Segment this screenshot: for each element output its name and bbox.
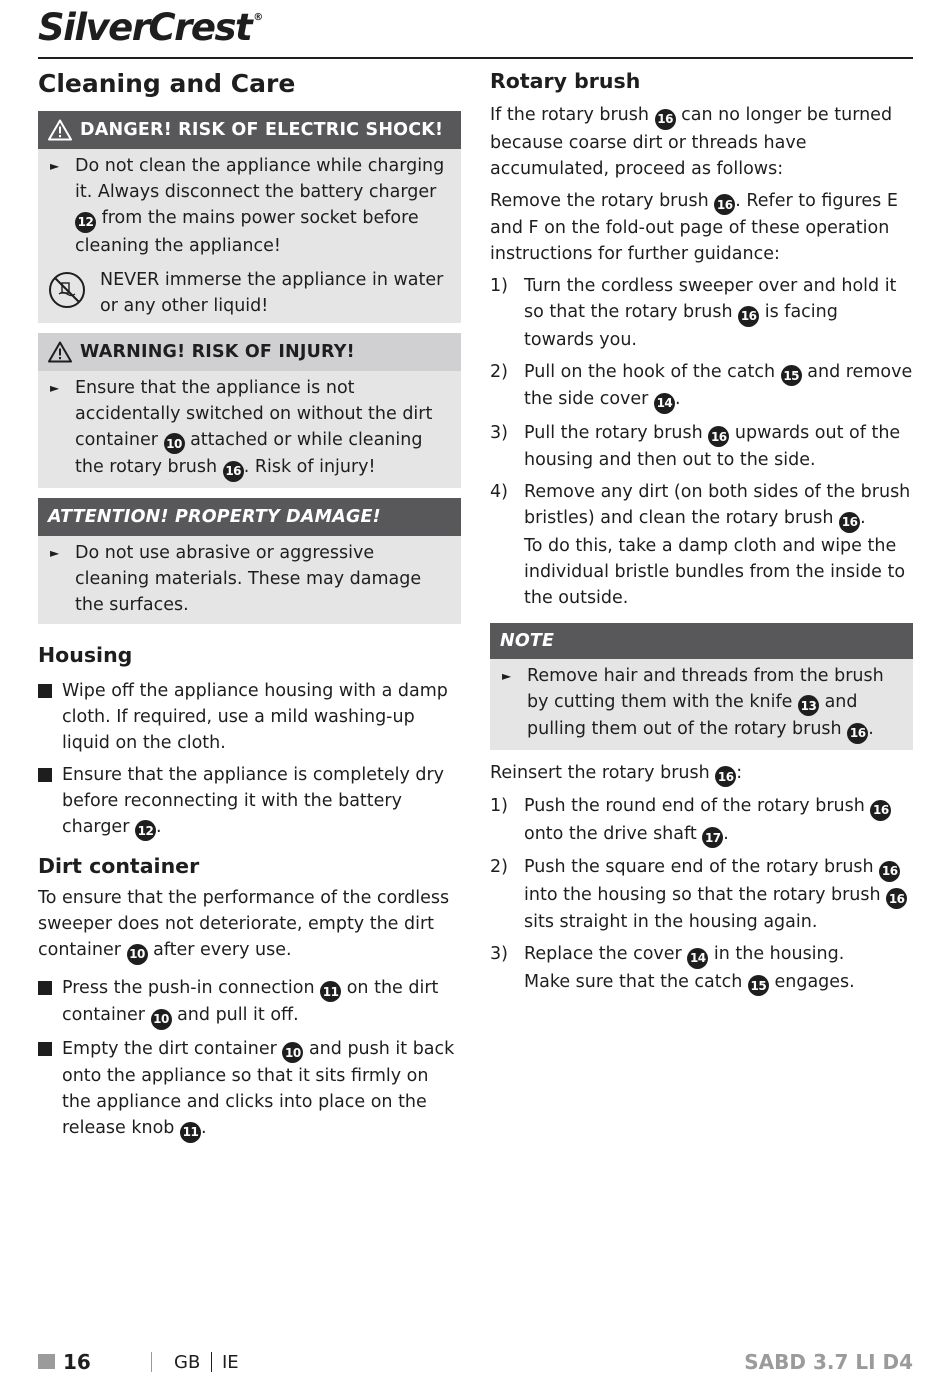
warning-box (38, 333, 461, 488)
immerse-warning (48, 267, 451, 319)
language-ie: IE (222, 1352, 239, 1373)
ref-badge: 16 (839, 512, 860, 533)
dirt-item (38, 1036, 461, 1143)
attention-box (38, 498, 461, 624)
dirt-item (38, 975, 461, 1030)
ref-badge: 16 (738, 306, 759, 327)
rotary-remove (490, 188, 913, 268)
reinsert-text: Reinsert the rotary brush (490, 762, 710, 783)
ref-badge: 15 (748, 975, 769, 996)
immerse-text: NEVER immerse the appliance in water or any other liquid! (100, 269, 444, 316)
step-text-line2: Make sure that the catch (524, 971, 743, 992)
warning-text-1: Ensure that the appliance is not accidentally switched on without the dirt container (75, 377, 433, 450)
step-text: Push the square end of the rotary brush (524, 857, 874, 877)
rotary-brush-heading: Rotary brush (490, 69, 641, 93)
ref-badge: 14 (654, 393, 675, 414)
dirt-intro-text: To ensure that the performance of the cordless sweeper does not deteriorate, empty the dirt container (38, 888, 450, 960)
registered-mark: ® (253, 12, 264, 23)
step-text: Pull on the hook of the catch (524, 361, 776, 382)
ref-badge: 16 (886, 888, 907, 909)
removal-step (490, 479, 913, 611)
step-text-mid: into the housing so that the rotary brush (524, 884, 881, 905)
square-bullet-icon (38, 981, 52, 995)
brand-logo (38, 6, 264, 49)
warning-text-3: . Risk of injury! (243, 457, 376, 477)
ref-badge: 11 (320, 981, 341, 1002)
square-bullet-icon (38, 1042, 52, 1056)
header-rule (38, 57, 913, 59)
housing-item (38, 678, 461, 756)
step-text-end: is facing towards you. (524, 302, 838, 350)
housing-item (38, 762, 461, 842)
brand-name: SilverCrest (38, 6, 252, 49)
reinsert-intro (490, 760, 913, 788)
attention-item (48, 540, 451, 618)
rotary-remove-end: . Refer to figures E and F on the fold-out page of these operation instructions for further guidance: (490, 190, 898, 264)
ref-badge: 11 (180, 1122, 201, 1143)
ref-badge: 10 (151, 1009, 172, 1030)
step-text-mid: onto the drive shaft (524, 823, 697, 844)
removal-step (490, 359, 913, 414)
ref-badge: 12 (135, 820, 156, 841)
housing-item-2-end: . (155, 816, 162, 837)
danger-item (48, 153, 451, 259)
attention-heading-bar (38, 498, 461, 536)
ref-badge: 16 (870, 800, 891, 821)
rotary-remove-text: Remove the rotary brush (490, 190, 709, 211)
reinsert-step (490, 854, 913, 935)
step-text: Replace the cover (524, 944, 682, 964)
ref-badge: 10 (164, 433, 185, 454)
note-heading-bar (490, 623, 913, 659)
removal-step (490, 420, 913, 474)
right-column (490, 66, 913, 1002)
housing-item-2-text: Ensure that the appliance is completely dry before reconnecting it with the battery charger (62, 764, 445, 837)
ref-badge: 10 (127, 944, 148, 965)
step-text: Push the round end of the rotary brush (524, 796, 865, 816)
page-title: Cleaning and Care (38, 69, 296, 98)
step-number: 1) (490, 796, 508, 816)
step-text-mid: in the housing. (713, 944, 845, 964)
ref-badge: 14 (687, 948, 708, 969)
ref-badge: 15 (781, 365, 802, 386)
model-number: SABD 3.7 LI D4 (744, 1350, 913, 1374)
attention-heading: ATTENTION! PROPERTY DAMAGE! (48, 506, 381, 527)
warning-heading: WARNING! RISK OF INJURY! (80, 341, 355, 362)
ref-badge: 12 (75, 212, 96, 233)
page-footer (38, 1349, 913, 1374)
arrow-bullet-icon: ► (50, 380, 60, 395)
footer-square-icon (38, 1354, 55, 1369)
dirt-intro (38, 885, 461, 965)
rotary-intro (490, 102, 913, 182)
warning-item (48, 375, 451, 482)
step-text: Pull the rotary brush (524, 422, 703, 443)
ref-badge: 17 (702, 827, 723, 848)
square-bullet-icon (38, 684, 52, 698)
housing-item-1-text: Wipe off the appliance housing with a damp cloth. If required, use a mild washing-up liquid on the cloth. (62, 680, 448, 753)
step-text-end: . (674, 389, 681, 409)
dirt-item-1-text: Press the push-in connection (62, 977, 315, 998)
rotary-intro-end: can no longer be turned because coarse dirt or threads have accumulated, proceed as follows: (490, 105, 893, 179)
ref-badge: 16 (714, 194, 735, 215)
note-text-end: . (868, 719, 874, 739)
note-text-mid: and pulling them out of the rotary brush (527, 691, 858, 739)
removal-step (490, 273, 913, 353)
step-text-end: . (860, 508, 866, 528)
ref-badge: 16 (223, 461, 244, 482)
ref-badge: 16 (847, 723, 868, 744)
ref-badge: 16 (708, 426, 729, 447)
step-text: Remove any dirt (on both sides of the brush bristles) and clean the rotary brush (524, 482, 911, 528)
no-immersion-icon (48, 271, 86, 309)
step-text-mid: and remove the side cover (524, 361, 913, 409)
step-text: Turn the cordless sweeper over and hold it so that the rotary brush (524, 276, 897, 322)
note-heading: NOTE (500, 630, 555, 651)
danger-heading-bar (38, 111, 461, 149)
step-number: 2) (490, 361, 508, 382)
ref-badge: 16 (715, 766, 736, 787)
step-text-end: . (723, 823, 729, 844)
language-gb: GB (174, 1352, 201, 1373)
dirt-item-2-end: . (201, 1118, 207, 1138)
danger-text-2: from the mains power socket before cleaning the appliance! (75, 208, 419, 256)
step-number: 3) (490, 944, 508, 964)
danger-box (38, 111, 461, 323)
footer-divider (151, 1352, 152, 1372)
dirt-item-2-text: Empty the dirt container (62, 1038, 277, 1059)
step-extra-text: To do this, take a damp cloth and wipe the individual bristle bundles from the inside to the outside. (524, 535, 906, 608)
housing-heading: Housing (38, 642, 133, 667)
step-number: 2) (490, 857, 508, 877)
step-text-end: sits straight in the housing again. (524, 912, 818, 932)
arrow-bullet-icon: ► (502, 668, 512, 683)
warning-text-2: attached or while cleaning the rotary brush (75, 429, 423, 477)
warning-triangle-icon (48, 341, 72, 363)
note-item (500, 663, 903, 744)
reinsert-step (490, 941, 913, 996)
page-number: 16 (63, 1350, 91, 1374)
step-number: 3) (490, 422, 508, 443)
reinsert-end: : (736, 762, 743, 783)
step-number: 1) (490, 276, 508, 296)
arrow-bullet-icon: ► (50, 159, 60, 173)
dirt-item-2-mid: and push it back onto the appliance so that it sits firmly on the appliance and clicks into place on the release knob (62, 1038, 455, 1138)
footer-divider (211, 1352, 212, 1372)
attention-text: Do not use abrasive or aggressive cleaning materials. These may damage the surfaces. (75, 542, 422, 615)
danger-heading: DANGER! RISK OF ELECTRIC SHOCK! (80, 120, 444, 140)
note-text: Remove hair and threads from the brush by cutting them with the knife (527, 665, 884, 712)
step-text-end: upwards out of the housing and then out to the side. (524, 422, 901, 470)
dirt-container-heading: Dirt container (38, 854, 200, 878)
step-number: 4) (490, 482, 508, 502)
left-column (38, 66, 461, 1149)
dirt-intro-end: after every use. (153, 940, 292, 960)
warning-triangle-icon (48, 119, 72, 141)
reinsert-step (490, 793, 913, 848)
square-bullet-icon (38, 768, 52, 782)
warning-heading-bar (38, 333, 461, 371)
danger-text-1: Do not clean the appliance while charging it. Always disconnect the battery charger (75, 156, 445, 202)
dirt-item-1-mid: on the dirt container (62, 977, 439, 1025)
rotary-intro-text: If the rotary brush (490, 105, 649, 125)
ref-badge: 13 (798, 695, 819, 716)
arrow-bullet-icon: ► (50, 545, 60, 560)
ref-badge: 16 (879, 861, 900, 882)
step-text-end: engages. (774, 971, 855, 992)
note-box (490, 623, 913, 750)
ref-badge: 16 (655, 109, 676, 130)
ref-badge: 10 (282, 1042, 303, 1063)
dirt-item-1-end: and pull it off. (177, 1005, 299, 1025)
